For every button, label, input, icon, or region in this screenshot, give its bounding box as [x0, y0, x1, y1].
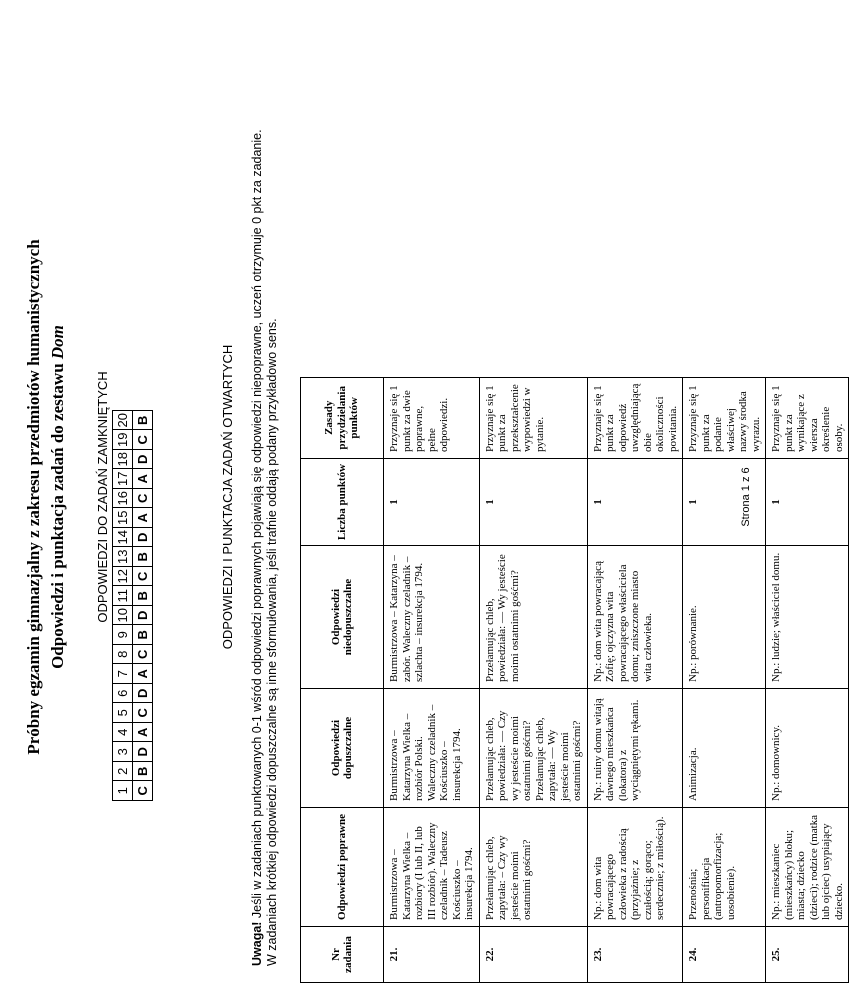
answer-key-cell: A — [133, 508, 153, 528]
closed-answers-heading: ODPOWIEDZI DO ZADAŃ ZAMKNIĘTYCH — [95, 371, 110, 623]
answer-key-cell: D — [133, 606, 153, 626]
note-text-2: W zadaniach krótkiej odpowiedzi dopuszczalne są inne sformułowania, jeśli trafnie oddają podany przykładowo sens. — [265, 318, 279, 966]
unacceptable-answer: Burmistrzowa – Katarzyna – zabór. Waleczny czeladnik – szlachta – insurekcja 1794. — [384, 546, 480, 689]
table-row — [384, 377, 480, 982]
answer-key-cell: C — [133, 489, 153, 509]
answer-key-cell: B — [133, 411, 153, 431]
answer-key-cell: B — [133, 547, 153, 567]
table-header-row — [301, 377, 384, 982]
answer-key-cell: A — [133, 469, 153, 489]
answer-key-cell: D — [133, 528, 153, 548]
task-number-cell: 3 — [113, 742, 133, 762]
page-number: Strona 1 z 6 — [740, 467, 752, 527]
task-number-cell: 6 — [113, 684, 133, 704]
task-number-cell: 2 — [113, 762, 133, 782]
header-correct: Odpowiedzi poprawne — [301, 808, 384, 927]
unacceptable-answer: Przełamując chleb, powiedziała: — Wy jesteście moimi ostatnimi gośćmi? — [479, 546, 587, 689]
acceptable-answer: Przełamując chleb, powiedziała: — Czy wy jesteście moimi ostatnimi gośćmi? Przełamując chleb, zapytała: — Wy jesteście moimi ostatnimi gośćmi? — [479, 689, 587, 808]
note-text: Jeśli w zadaniach punktowanych 0-1 wśród odpowiedzi poprawnych pojawiają się odpowiedzi niepoprawne, uczeń otrzymuje 0 pkt za zadanie. — [250, 129, 264, 919]
scoring-rule: Przyznaje się 1 punkt za odpowiedź uwzględniającą obie okoliczności powitania. — [587, 377, 683, 458]
acceptable-answer: Np.: domownicy. — [766, 689, 849, 808]
answer-key-cell: D — [133, 742, 153, 762]
task-number-cell: 13 — [113, 547, 133, 567]
points: 1 — [479, 459, 587, 546]
note-label: Uwaga! — [250, 921, 264, 966]
answer-key-cell: B — [133, 762, 153, 782]
document-title: Próbny egzamin gimnazjalny z zakresu przedmiotów humanistycznych — [24, 239, 43, 755]
table-row — [766, 377, 849, 982]
task-number-cell: 10 — [113, 606, 133, 626]
open-answers-heading: ODPOWIEDZI I PUNKTACJA ZADAŃ OTWARTYCH — [220, 344, 235, 650]
task-number-cell: 11 — [113, 586, 133, 606]
task-number: 24. — [683, 927, 766, 983]
task-number-cell: 8 — [113, 645, 133, 665]
answer-key-cell: D — [133, 684, 153, 704]
acceptable-answer: Animizacja. — [683, 689, 766, 808]
task-number-cell: 20 — [113, 411, 133, 431]
correct-answer: Przenośnia; personifikacja (antropomorfizacja; uosobienie). — [683, 808, 766, 927]
header-nr: Nr zadania — [301, 927, 384, 983]
task-number-cell: 18 — [113, 450, 133, 470]
answer-key-cell: B — [133, 586, 153, 606]
correct-answer: Np.: mieszkaniec (mieszkańcy) bloku; miasta; dziecko (dzieci); rodzice (matka lub ojciec) usypiający dziecko. — [766, 808, 849, 927]
answer-key-cell: B — [133, 625, 153, 645]
task-number-cell: 1 — [113, 781, 133, 801]
scoring-note — [250, 26, 280, 966]
task-number-cell: 14 — [113, 528, 133, 548]
document-subtitle: Odpowiedzi i punktacja zadań do zestawu Dom — [48, 325, 67, 669]
set-name: Dom — [48, 325, 67, 360]
table-row — [683, 377, 766, 982]
answer-key-cell: C — [133, 567, 153, 587]
acceptable-answer: Burmistrzowa – Katarzyna Wielka – rozbiór Polski. Waleczny czeladnik – Kościuszko – insurekcja 1794. — [384, 689, 480, 808]
points: 1 — [766, 459, 849, 546]
answer-key-cell: A — [133, 664, 153, 684]
points: 1 — [384, 459, 480, 546]
task-number-cell: 17 — [113, 469, 133, 489]
task-number-cell: 9 — [113, 625, 133, 645]
task-number-cell: 15 — [113, 508, 133, 528]
task-number-cell: 5 — [113, 703, 133, 723]
acceptable-answer: Np.: ruiny domu witają dawnego mieszkańca (lokatora) z wyciągniętymi rękami. — [587, 689, 683, 808]
answer-key-cell: D — [133, 450, 153, 470]
closed-answers-table — [112, 410, 153, 801]
header-rules: Zasady przydzielania punktów — [301, 377, 384, 458]
open-answers-table — [300, 377, 849, 983]
task-number-cell: 4 — [113, 723, 133, 743]
answer-key-cell: C — [133, 781, 153, 801]
unacceptable-answer: Np.: ludzie; właściciel domu. — [766, 546, 849, 689]
header-acceptable: Odpowiedzi dopuszczalne — [301, 689, 384, 808]
unacceptable-answer: Np.: dom wita powracającą Zofię; ojczyzna wita powracającego właściciela domu; zniszczone miasto wita człowieka. — [587, 546, 683, 689]
points: 1 — [683, 459, 766, 546]
correct-answer: Np.: dom wita powracającego człowieka z radością (przyjaźnie; z czułością; gorąco; serdecznie; z miłością). — [587, 808, 683, 927]
answer-key-cell: A — [133, 723, 153, 743]
scoring-rule: Przyznaje się 1 punkt za przekształcenie wypowiedzi w pytanie. — [479, 377, 587, 458]
header-unacceptable: Odpowiedzi niedopuszczalne — [301, 546, 384, 689]
task-number-cell: 7 — [113, 664, 133, 684]
scoring-rule: Przyznaje się 1 punkt za podanie właściwej nazwy środka wyrazu. — [683, 377, 766, 458]
task-number-cell: 12 — [113, 567, 133, 587]
table-row — [587, 377, 683, 982]
task-number: 22. — [479, 927, 587, 983]
task-number: 21. — [384, 927, 480, 983]
scoring-rule: Przyznaje się 1 punkt za wynikające z wiersza określenie osoby. — [766, 377, 849, 458]
answer-key-cell: C — [133, 430, 153, 450]
task-numbers-row — [113, 411, 133, 801]
points: 1 — [587, 459, 683, 546]
correct-answer: Burmistrzowa – Katarzyna Wielka – rozbiory (I lub II, lub III rozbiór). Waleczny czeladnik – Tadeusz Kościuszko – insurekcja 1794. — [384, 808, 480, 927]
correct-answer: Przełamując chleb, zapytała: – Czy wy jesteście moimi ostatnimi gośćmi? — [479, 808, 587, 927]
task-number-cell: 16 — [113, 489, 133, 509]
answer-keys-row — [133, 411, 153, 801]
answer-key-cell: C — [133, 703, 153, 723]
table-row — [479, 377, 587, 982]
answer-key-cell: C — [133, 645, 153, 665]
unacceptable-answer: Np.: porównanie. — [683, 546, 766, 689]
header-points: Liczba punktów — [301, 459, 384, 546]
task-number-cell: 19 — [113, 430, 133, 450]
scoring-rule: Przyznaje się 1 punkt za dwie poprawne, pełne odpowiedzi. — [384, 377, 480, 458]
task-number: 25. — [766, 927, 849, 983]
task-number: 23. — [587, 927, 683, 983]
